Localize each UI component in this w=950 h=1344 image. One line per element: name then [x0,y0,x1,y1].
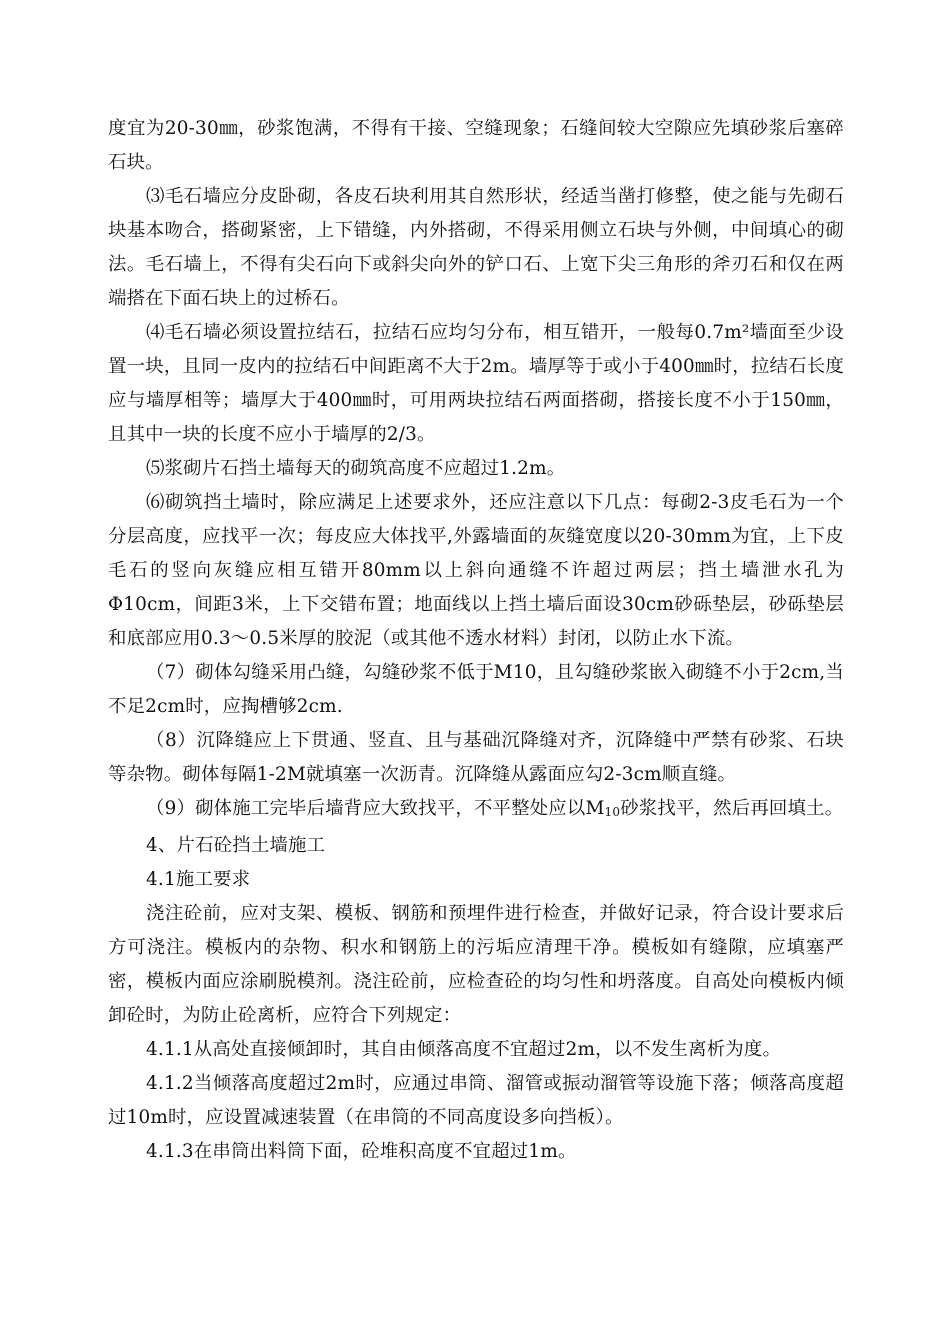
paragraph-item-4: ⑷毛石墙必须设置拉结石，拉结石应均匀分布，相互错开，一般每0.7m²墙面至少设置一块，且同一皮内的拉结石中间距离不大于2m。墙厚等于或小于400㎜时，拉结石长度应与墙厚相等；墙厚大于400㎜时，可用两块拉结石两面搭砌，搭接长度不小于150㎜，且其中一块的长度不应小于墙厚的2/3。 [108,322,844,445]
paragraph-item-9-part-a: （9）砌体施工完毕后墙背应大致找平，不平整处应以M [146,798,605,819]
paragraph-continued: 度宜为20-30㎜，砂浆饱满，不得有干接、空缝现象；石缝间较大空隙应先填砂浆后塞碎石块。 [108,118,844,173]
mortar-grade-subscript: 10 [604,805,621,819]
section-heading-4-1: 4.1施工要求 [146,869,251,890]
paragraph-item-3: ⑶毛石墙应分皮卧砌，各皮石块利用其自然形状，经适当凿打修整，使之能与先砌石块基本吻合，搭砌紧密，上下错缝，内外搭砌，不得采用侧立石块与外侧，中间填心的砌法。毛石墙上，不得有尖石向下或斜尖向外的铲口石、上宽下尖三角形的斧刃石和仅在两端搭在下面石块上的过桥石。 [108,186,844,309]
document-page [108,112,844,1169]
paragraph-item-7: （7）砌体勾缝采用凸缝，勾缝砂浆不低于M10，且勾缝砂浆嵌入砌缝不小于2cm,当不足2cm时，应掏槽够2cm. [108,662,844,717]
paragraph-4-1-3: 4.1.3在串筒出料筒下面，砼堆积高度不宜超过1m。 [146,1141,577,1162]
paragraph-item-9 [108,792,844,829]
paragraph-item-6: ⑹砌筑挡土墙时，除应满足上述要求外，还应注意以下几点：每砌2-3皮毛石为一个分层高度，应找平一次；每皮应大体找平,外露墙面的灰缝宽度以20-30mm为宜，上下皮毛石的竖向灰缝应相互错开80mm以上斜向通缝不许超过两层；挡土墙泄水孔为Φ10cm，间距3米，上下交错布置；地面线以上挡土墙后面设30cm砂砾垫层，砂砾垫层和底部应用0.3～0.5米厚的胶泥（或其他不透水材料）封闭，以防止水下流。 [108,492,844,649]
paragraph-item-9-part-b: 砂浆找平，然后再回填土。 [620,798,844,819]
paragraph-4-1-1: 4.1.1从高处直接倾卸时，其自由倾落高度不宜超过2m，以不发生离析为度。 [146,1039,782,1060]
paragraph-4-1-body: 浇注砼前，应对支架、模板、钢筋和预埋件进行检查，并做好记录，符合设计要求后方可浇注。模板内的杂物、积水和钢筋上的污垢应清理干净。模板如有缝隙，应填塞严密，模板内面应涂刷脱模剂。浇注砼前，应检查砼的均匀性和坍落度。自高处向模板内倾卸砼时，为防止砼离析，应符合下列规定： [108,903,844,1026]
section-heading-4: 4、片石砼挡土墙施工 [146,835,326,856]
paragraph-item-8: （8）沉降缝应上下贯通、竖直、且与基础沉降缝对齐，沉降缝中严禁有砂浆、石块等杂物。砌体每隔1-2M就填塞一次沥青。沉降缝从露面应勾2-3cm顺直缝。 [108,730,844,785]
paragraph-4-1-2: 4.1.2当倾落高度超过2m时，应通过串筒、溜管或振动溜管等设施下落；倾落高度超过10m时，应设置减速装置（在串筒的不同高度设多向挡板）。 [108,1073,844,1128]
paragraph-item-5: ⑸浆砌片石挡土墙每天的砌筑高度不应超过1.2m。 [146,458,566,479]
